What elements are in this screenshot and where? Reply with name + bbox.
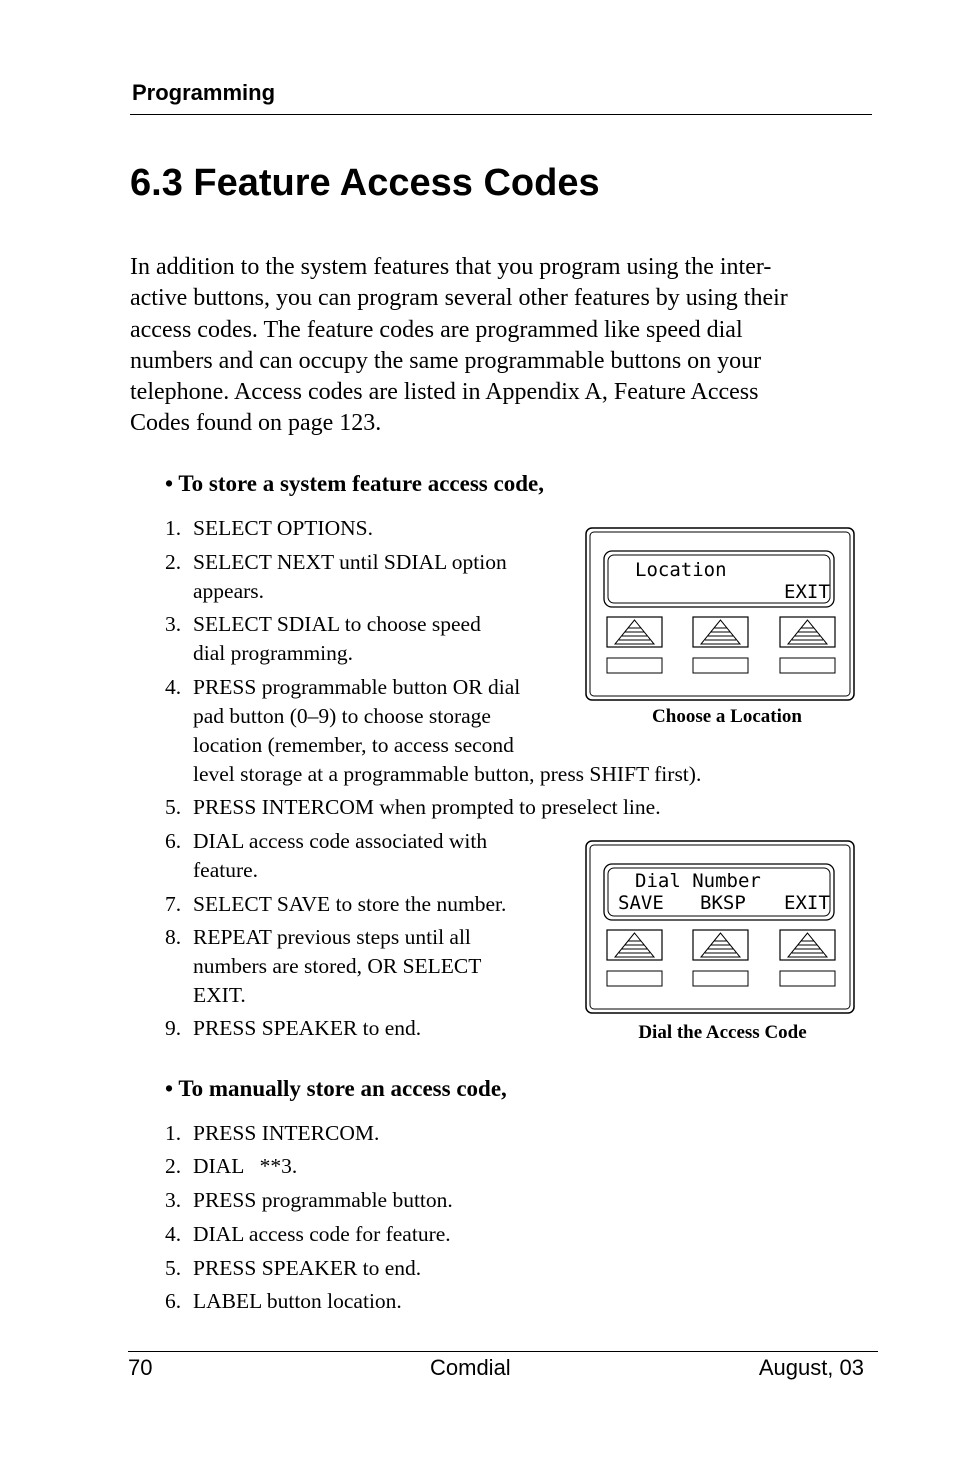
intro-line: numbers and can occupy the same programmable buttons on your (130, 347, 762, 374)
intro-line: access codes. The feature codes are programmed like speed dial (130, 316, 743, 343)
step-number: 5. (165, 795, 182, 819)
section-title: 6.3 Feature Access Codes (130, 162, 600, 204)
running-head: Programming (132, 80, 276, 105)
intro-line: active buttons, you can program several other features by using their (130, 285, 788, 312)
lcd-line1: Location (635, 559, 727, 581)
procedure1-step-1 (165, 514, 373, 543)
step-text: SELECT SAVE to store the number. (193, 892, 507, 916)
procedure2-step-2 (165, 1152, 297, 1181)
procedure2-step-6 (165, 1287, 402, 1316)
header-rule (130, 114, 872, 115)
lcd-exit: EXIT (784, 581, 830, 603)
step-text-cont: feature. (193, 858, 259, 882)
footer-date: August, 03 (758, 1355, 864, 1380)
procedure2-step-4 (165, 1220, 451, 1249)
step-text: DIAL access code associated with (193, 829, 488, 853)
step-text-cont: numbers are stored, OR SELECT (193, 954, 482, 978)
step-text: DIAL access code for feature. (193, 1222, 451, 1246)
step-text: SELECT SDIAL to choose speed (193, 612, 481, 636)
lcd-save: SAVE (618, 892, 664, 914)
step-text-cont: EXIT. (193, 983, 246, 1007)
step-number: 3. (165, 1188, 182, 1212)
procedure1-step-6 (165, 827, 487, 885)
procedure2-step-5 (165, 1254, 421, 1283)
step-number: 4. (165, 1222, 182, 1246)
step-text-cont: location (remember, to access second (193, 733, 514, 757)
step-number: 2. (165, 1154, 182, 1178)
step-number: 6. (165, 1289, 182, 1313)
step-number: 7. (165, 892, 182, 916)
step-text: PRESS programmable button OR dial (193, 675, 521, 699)
step-text: PRESS INTERCOM. (193, 1121, 380, 1145)
page-number: 70 (128, 1355, 153, 1380)
step-text: SELECT OPTIONS. (193, 516, 373, 540)
procedure1-step-3 (165, 610, 481, 668)
procedure1-step-7 (165, 890, 506, 919)
step-text-cont: dial programming. (193, 641, 354, 665)
step-text: PRESS SPEAKER to end. (193, 1016, 422, 1040)
footer-rule (128, 1351, 878, 1352)
step-number: 1. (165, 516, 182, 540)
step-number: 6. (165, 829, 182, 853)
step-text: PRESS SPEAKER to end. (193, 1256, 422, 1280)
step-number: 2. (165, 550, 182, 574)
lcd-exit: EXIT (784, 892, 830, 914)
intro-line: In addition to the system features that you program using the inter- (130, 254, 772, 280)
step-number: 3. (165, 612, 182, 636)
procedure2-step-1 (165, 1119, 379, 1148)
step-number: 9. (165, 1016, 182, 1040)
step-text: LABEL button location. (193, 1289, 402, 1313)
procedure1-step-5 (165, 793, 661, 822)
step-text: SELECT NEXT until SDIAL option (193, 550, 507, 574)
step-number: 5. (165, 1256, 182, 1280)
procedure1-step-8 (165, 923, 481, 1010)
phone-display-dial-figure (585, 840, 855, 1014)
step-number: 4. (165, 675, 182, 699)
procedure2-step-3 (165, 1186, 453, 1215)
figure-caption-dial: Dial the Access Code (638, 1022, 807, 1043)
step-text: PRESS INTERCOM when prompted to preselect line. (193, 795, 661, 819)
procedure2-heading: • To manually store an access code, (165, 1076, 507, 1101)
step-text: PRESS programmable button. (193, 1188, 453, 1212)
procedure1-step-9 (165, 1014, 421, 1043)
step-number: 8. (165, 925, 182, 949)
figure-caption-location: Choose a Location (652, 706, 802, 727)
lcd-line1: Dial Number (635, 870, 761, 892)
procedure1-step-2 (165, 548, 507, 606)
procedure1-heading: • To store a system feature access code, (165, 471, 544, 496)
intro-line: Codes found on page 123. (130, 410, 382, 437)
step-text-cont: pad button (0–9) to choose storage (193, 704, 491, 728)
intro-paragraph (130, 252, 870, 440)
phone-display-location-figure (585, 527, 855, 701)
step-number: 1. (165, 1121, 182, 1145)
footer-publisher: Comdial (430, 1355, 511, 1380)
step-text: DIAL **3. (193, 1154, 298, 1178)
lcd-bksp: BKSP (700, 892, 746, 914)
intro-line: telephone. Access codes are listed in Appendix A, Feature Access (130, 379, 759, 406)
step-text: REPEAT previous steps until all (193, 925, 471, 949)
step-text-cont: level storage at a programmable button, press SHIFT first). (193, 762, 702, 786)
step-text-cont: appears. (193, 579, 265, 603)
